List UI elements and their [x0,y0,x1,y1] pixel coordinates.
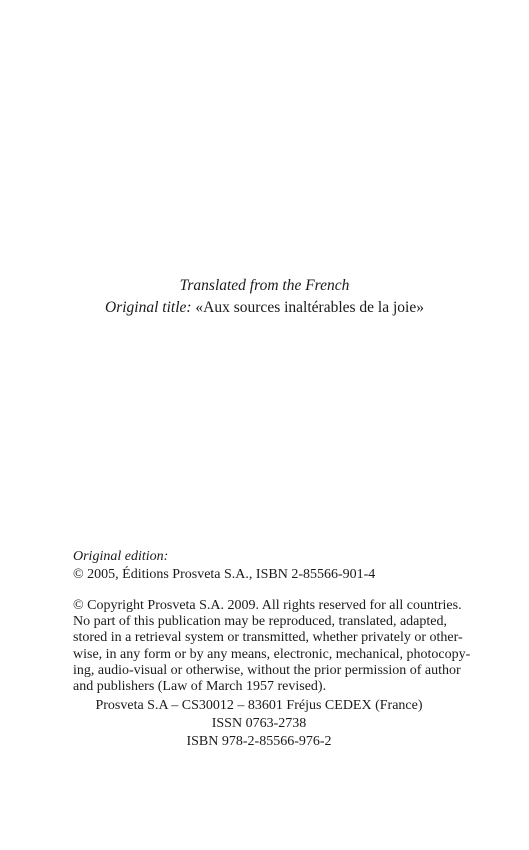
original-edition-line: © 2005, Éditions Prosveta S.A., ISBN 2-85566-901-4 [73,567,376,582]
copyright-notice [73,598,471,695]
original-title-label: Original title: [105,299,192,316]
publisher-info [73,697,445,751]
original-edition [73,548,453,584]
copyright-line: © Copyright Prosveta S.A. 2009. All rights reserved for all countries. [73,598,462,613]
copyright-line: ing, audio-visual or otherwise, without the prior permission of author [73,662,461,678]
original-edition-label: Original edition: [73,549,169,564]
publisher-address: Prosveta S.A – CS30012 – 83601 Fréjus CEDEX (France) [95,698,423,713]
translation-note [0,275,529,319]
copyright-line: and publishers (Law of March 1957 revised). [73,679,327,695]
original-title-line [0,297,529,319]
isbn-number: ISBN 978-2-85566-976-2 [186,734,332,749]
copyright-line: No part of this publication may be reproduced, translated, adapted, [73,614,447,630]
translated-from-line: Translated from the French [179,277,350,294]
copyright-line: stored in a retrieval system or transmitted, whether privately or other- [73,630,463,646]
original-title-value: «Aux sources inaltérables de la joie» [195,299,424,316]
issn-number: ISSN 0763-2738 [211,716,307,731]
copyright-line: wise, in any form or by any means, electronic, mechanical, photocopy- [73,646,471,662]
